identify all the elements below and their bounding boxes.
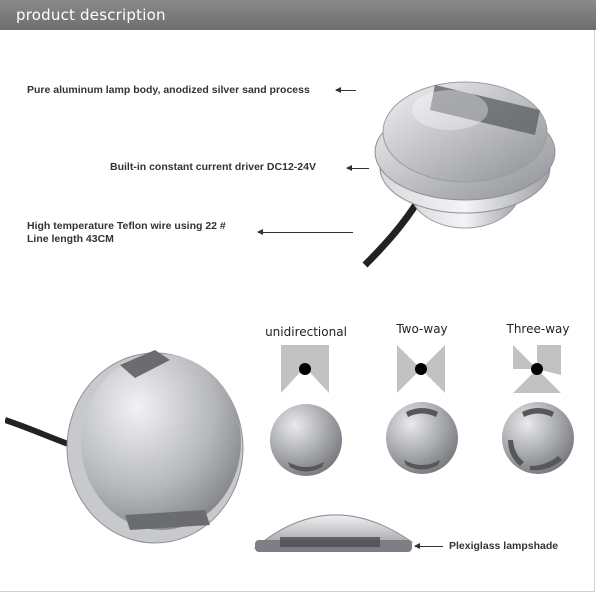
callout-wire-line1: High temperature Teflon wire using 22 #: [27, 220, 226, 232]
callout-arrow-driver: [347, 168, 369, 169]
diagram-unidirectional: [281, 345, 329, 393]
diagram-three-way: [513, 345, 561, 393]
sphere-unidirectional: [268, 402, 344, 478]
callout-wire-line2: Line length 43CM: [27, 233, 114, 245]
diagram-two-way: [397, 345, 445, 393]
variant-label-unidirectional: unidirectional: [265, 325, 347, 339]
header-title: product description: [16, 6, 166, 24]
variant-label-two-way: Two-way: [396, 322, 448, 336]
lampshade-image: [250, 490, 420, 560]
sphere-two-way: [384, 400, 460, 476]
callout-lamp-body: Pure aluminum lamp body, anodized silver sand process: [27, 84, 310, 96]
callout-arrow-lampshade: [415, 546, 443, 547]
header-bar: [0, 0, 596, 30]
sphere-three-way: [500, 400, 576, 476]
callout-driver: Built-in constant current driver DC12-24V: [110, 161, 316, 173]
lamp-top-image: [340, 40, 570, 270]
variant-label-three-way: Three-way: [506, 322, 570, 336]
callout-arrow-wire: [258, 232, 353, 233]
lamp-large-image: [5, 330, 245, 550]
callout-lampshade: Plexiglass lampshade: [449, 540, 559, 552]
callout-arrow-body: [336, 90, 356, 91]
